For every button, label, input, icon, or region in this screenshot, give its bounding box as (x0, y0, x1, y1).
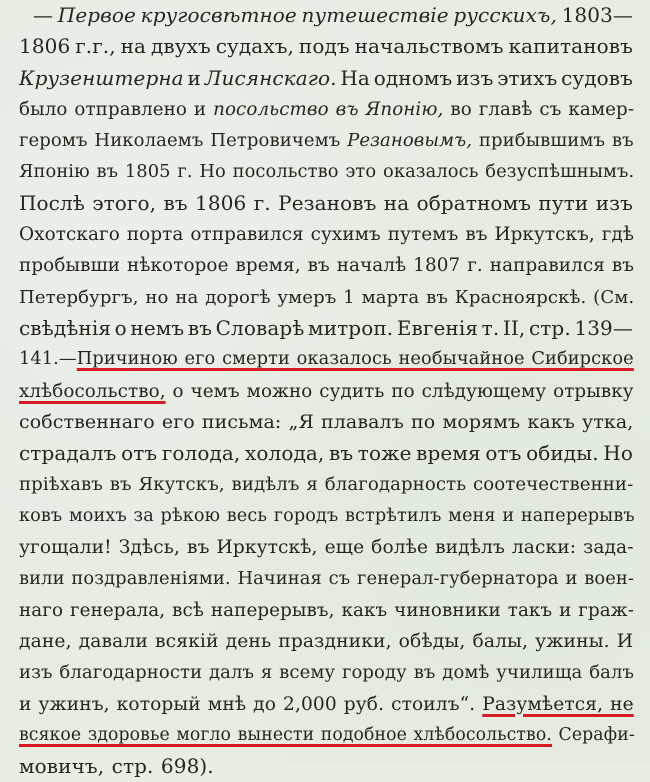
italic-text: Крузенштерна (19, 65, 184, 90)
text-line (19, 720, 639, 751)
text-line (19, 63, 639, 94)
text-span: собственнаго его письма: „Я плавалъ по морямъ какъ утка, (19, 410, 634, 433)
text-span: геромъ Николаемъ Петровичемъ (19, 130, 348, 152)
text-span: и (183, 65, 205, 90)
italic-text: Резановымъ, (347, 130, 473, 152)
text-line (19, 689, 639, 720)
text-span: и ужинъ, который мнѣ до 2,000 руб. стоилъ“. (19, 693, 483, 715)
text-span: 1803— (556, 3, 633, 27)
text-line (19, 438, 639, 469)
text-line (19, 751, 639, 782)
text-line (19, 0, 639, 31)
text-span: пріѣхавъ въ Якутскъ, видѣлъ я благодарность соотечественни- (19, 474, 634, 496)
text-span: ковъ моихъ за рѣкою весь городъ встрѣтилъ меня и наперерывъ (19, 505, 635, 526)
text-span: прибывшимъ въ (472, 130, 634, 152)
text-span: На одномъ изъ этихъ судовъ (336, 65, 633, 90)
text-line (19, 469, 639, 500)
text-span: Охотскаго порта отправился сухимъ путемъ въ Иркутскъ, гдѣ (19, 224, 635, 246)
text-line (19, 31, 639, 62)
text-span: Петербургъ, но на дорогѣ умеръ 1 марта въ Красноярскѣ. (См. (19, 286, 635, 308)
text-span: дане, давали всякій день праздники, обѣды, балы, ужины. И (19, 630, 634, 652)
text-span: о чемъ можно судить по слѣдующему отрывку (165, 380, 634, 402)
text-line (19, 626, 639, 657)
italic-text: Лисянскаго. (204, 65, 337, 90)
text-line (19, 595, 639, 626)
text-span: страдалъ отъ голода, холода, въ тоже время отъ обиды. Но (19, 441, 633, 466)
text-line (19, 250, 639, 281)
text-line (19, 219, 639, 250)
text-span: было отправлено и (19, 98, 214, 120)
text-span: 141.— (19, 349, 77, 370)
text-line (19, 282, 639, 313)
text-span: изъ благодарности далъ я всему городу въ домѣ училища балъ (19, 662, 635, 684)
text-span: пробывши нѣкоторое время, въ началѣ 1807 г. направился въ (19, 255, 635, 277)
text-span: — (33, 3, 58, 27)
text-line (19, 532, 639, 563)
text-line (19, 376, 639, 407)
text-line (19, 125, 639, 156)
text-line (19, 188, 639, 219)
text-span: свѣдѣнія о немъ въ Словарѣ митроп. Евгенія т. II, стр. 139— (19, 315, 633, 340)
underlined-text: Причиною его смерти оказалось необычайное Сибирское (76, 349, 634, 370)
text-line (19, 501, 639, 532)
text-line (19, 156, 639, 187)
text-span: Послѣ этого, въ 1806 г. Резановъ на обратномъ пути изъ (19, 190, 633, 215)
underlined-text: Разумѣется, не (482, 693, 634, 715)
text-line (19, 657, 639, 688)
text-span: во главѣ съ камер- (443, 98, 635, 120)
text-line (19, 94, 639, 125)
text-line (19, 407, 639, 438)
underlined-text: всякое здоровье могло вынести подобное хлѣбосольство. (19, 724, 552, 745)
text-line (19, 563, 639, 594)
text-span: Японію въ 1805 г. Но посольство это оказалось безуспѣшнымъ. (19, 161, 635, 183)
text-line (19, 344, 639, 375)
text-span: вили поздравленіями. Начиная съ генерал-губернатора и воен- (19, 568, 635, 590)
italic-text: Первое кругосвѣтное путешествіе русскихъ, (57, 3, 557, 27)
text-span: наго генерала, всѣ наперерывъ, какъ чиновники такъ и граж- (19, 599, 634, 621)
text-span: 1806 г.г., на двухъ судахъ, подъ начальствомъ капитановъ (19, 34, 633, 59)
text-span: Серафи- (551, 724, 635, 745)
paragraph-block (19, 0, 639, 782)
italic-text: посольство въ Японію, (213, 98, 444, 120)
text-line (19, 313, 639, 344)
text-span: мовичъ, стр. 698). (19, 754, 214, 779)
underlined-text: хлѣбосольство, (19, 380, 166, 402)
text-span: угощали! Здѣсь, въ Иркутскѣ, еще болѣе видѣлъ ласки: зада- (19, 537, 634, 559)
